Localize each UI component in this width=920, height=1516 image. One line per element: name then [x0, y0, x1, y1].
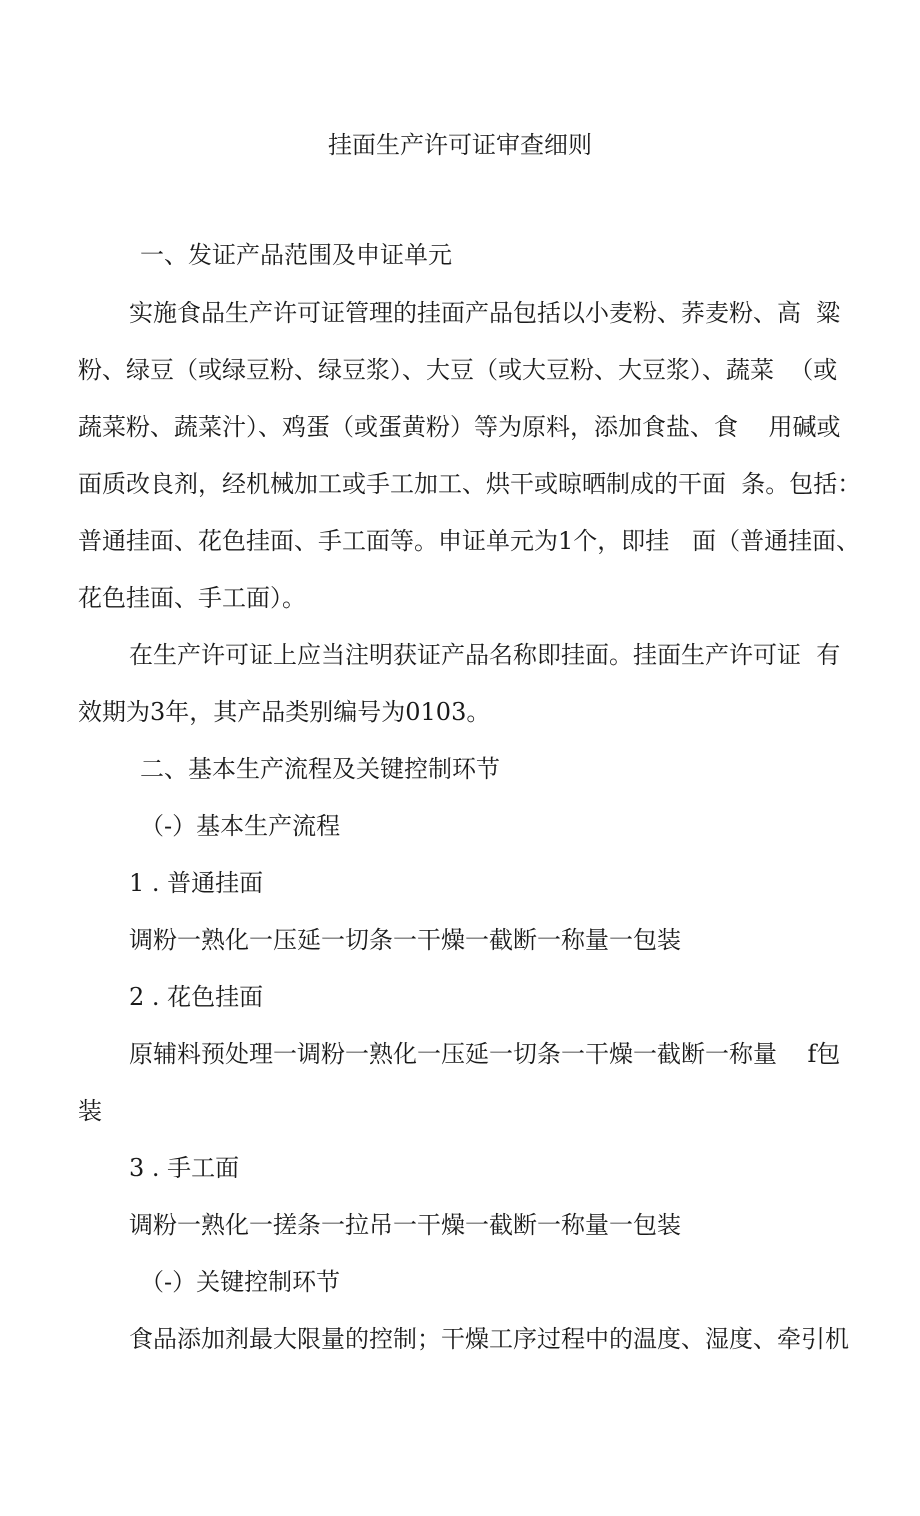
paragraph-line: 在生产许可证上应当注明获证产品名称即挂面。挂面生产许可证 有	[129, 641, 841, 669]
paragraph-line: 面质改良剂，经机械加工或手工加工、烘干或晾晒制成的干面 条。包括：	[78, 470, 862, 498]
process-flow: 调粉一熟化一压延一切条一干燥一截断一称量一包装	[129, 926, 681, 954]
process-flow: 原辅料预处理一调粉一熟化一压延一切条一干燥一截断一称量 f包	[129, 1040, 841, 1068]
subsection-heading: （-）基本生产流程	[140, 812, 341, 840]
list-heading: 3 . 手工面	[129, 1154, 240, 1182]
paragraph-line: 食品添加剂最大限量的控制；干燥工序过程中的温度、湿度、牵引机	[129, 1325, 849, 1353]
section-heading-2: 二、基本生产流程及关键控制环节	[140, 755, 500, 783]
process-flow-continued: 装	[78, 1097, 102, 1125]
paragraph-line: 实施食品生产许可证管理的挂面产品包括以小麦粉、荞麦粉、高 粱	[129, 299, 841, 327]
paragraph-line: 蔬菜粉、蔬菜汁）、鸡蛋（或蛋黄粉）等为原料，添加食盐、食 用碱或	[78, 413, 841, 441]
section-heading-1: 一、发证产品范围及申证单元	[140, 241, 452, 269]
paragraph-line: 效期为3年，其产品类别编号为0103。	[78, 698, 491, 726]
paragraph-line: 普通挂面、花色挂面、手工面等。申证单元为1个，即挂 面（普通挂面、	[78, 527, 861, 555]
paragraph-line: 花色挂面、手工面）。	[78, 584, 306, 612]
process-flow: 调粉一熟化一搓条一拉吊一干燥一截断一称量一包装	[129, 1211, 681, 1239]
list-heading: 2 . 花色挂面	[129, 983, 264, 1011]
list-heading: 1 . 普通挂面	[129, 869, 264, 897]
document-title: 挂面生产许可证审查细则	[328, 131, 592, 159]
paragraph-line: 粉、绿豆（或绿豆粉、绿豆浆）、大豆（或大豆粉、大豆浆）、蔬菜 （或	[78, 356, 838, 384]
subsection-heading: （-）关键控制环节	[140, 1268, 341, 1296]
